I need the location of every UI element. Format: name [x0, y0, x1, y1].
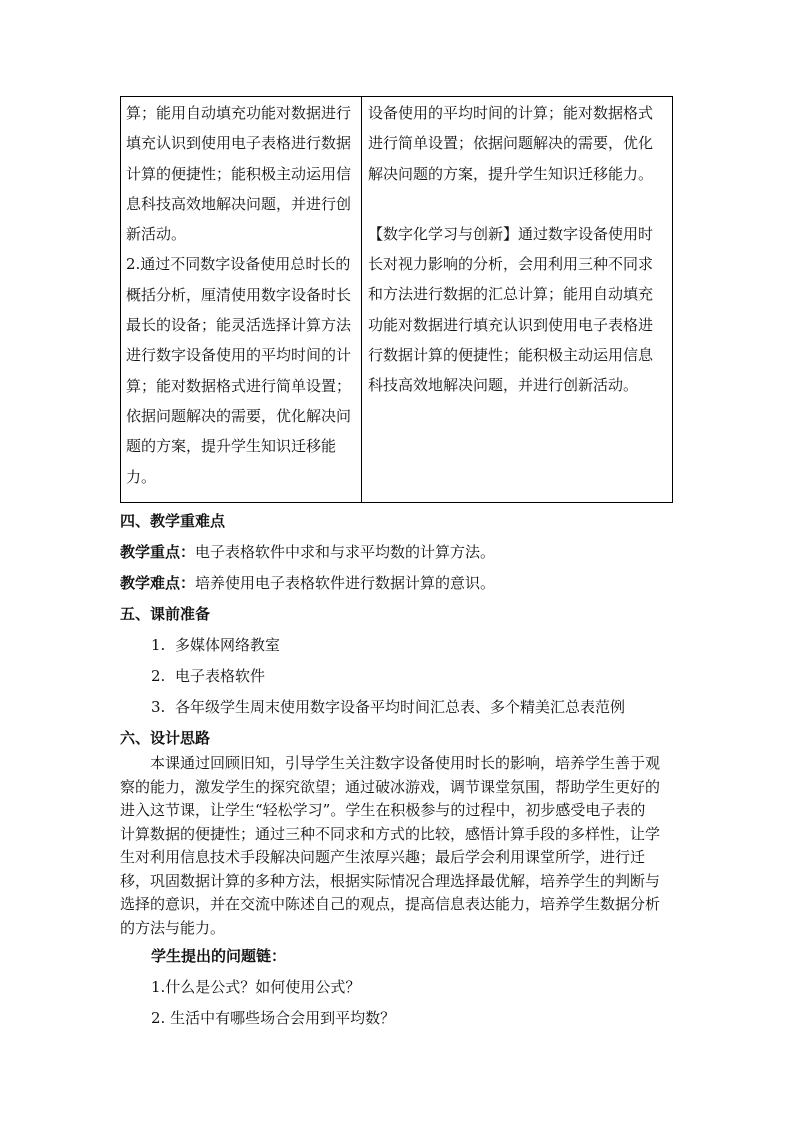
list-item-text: 多媒体网络教室: [175, 636, 281, 654]
difficulty-label: 教学难点：: [120, 574, 196, 592]
section-heading-6: 六、设计思路: [120, 729, 211, 747]
table-row: [121, 97, 673, 503]
list-item: [151, 696, 625, 717]
question-chain-title: 学生提出的问题链：: [151, 947, 287, 965]
list-item-text: 各年级学生周末使用数字设备平均时间汇总表、多个精美汇总表范例: [175, 698, 626, 716]
list-item: [151, 665, 265, 686]
left-paragraph: 算；能用自动填充功能对数据进行填充认识到使用电子表格进行数据计算的便捷性；能积极主动运用信息科技高效地解决问题，并进行创新活动。: [126, 104, 352, 244]
section-heading-5: 五、课前准备: [120, 605, 211, 623]
question-item: 1.什么是公式？如何使用公式？: [151, 978, 361, 996]
right-paragraph: 设备使用的平均时间的计算；能对数据格式进行简单设置；依据问题解决的需要，优化解决问题的方案，提升学生知识迁移能力。: [368, 104, 654, 183]
key-point-label: 教学重点：: [120, 543, 196, 561]
paragraph-gap: [368, 189, 664, 219]
key-point-text: 电子表格软件中求和与求平均数的计算方法。: [195, 543, 496, 561]
list-item-number: 1.: [151, 636, 166, 654]
list-item-number: 2.: [151, 667, 166, 685]
table-cell-right: [362, 97, 673, 503]
right-paragraph: 【数字化学习与创新】通过数字设备使用时长对视力影响的分析，会用利用三种不同求和方法进行数据的汇总计算；能用自动填充功能对数据进行填充认识到使用电子表格进行数据计算的便捷性；能积极主动运用信息科技高效地解决问题，并进行创新活动。: [368, 224, 654, 395]
difficulty-text: 培养使用电子表格软件进行数据计算的意识。: [195, 574, 496, 592]
list-item-number: 3.: [151, 698, 166, 716]
list-item: [151, 634, 280, 655]
table-cell-left: [121, 97, 362, 503]
key-point-line: [120, 541, 495, 562]
list-item-text: 电子表格软件: [175, 667, 266, 685]
objectives-table: [120, 96, 673, 503]
section-heading-4: 四、教学重难点: [120, 512, 226, 530]
difficulty-line: [120, 572, 495, 593]
question-item: 2. 生活中有哪些场合会用到平均数？: [151, 1009, 396, 1027]
design-paragraph: 本课通过回顾旧知，引导学生关注数字设备使用时长的影响，培养学生善于观察的能力，激发学生的探究欲望；通过破冰游戏，调节课堂氛围，帮助学生更好的进入这节课，让学生“轻松学习”。学生在积极参与的过程中，初步感受电子表的计算数据的便捷性；通过三种不同求和方式的比较，感悟计算手段的多样性，让学生对利用信息技术手段解决问题产生浓厚兴趣；最后学会利用课堂所学，进行迁移，巩固数据计算的多种方法，根据实际情况合理选择最优解，培养学生的判断与选择的意识，并在交流中陈述自己的观点，提高信息表达能力，培养学生数据分析的方法与能力。: [120, 754, 661, 937]
left-paragraph: 2.通过不同数字设备使用总时长的概括分析，厘清使用数字设备时长最长的设备；能灵活选择计算方法进行数字设备使用的平均时间的计算；能对数据格式进行简单设置；依据问题解决的需要，优化解决问题的方案，提升学生知识迁移能力。: [126, 255, 352, 486]
